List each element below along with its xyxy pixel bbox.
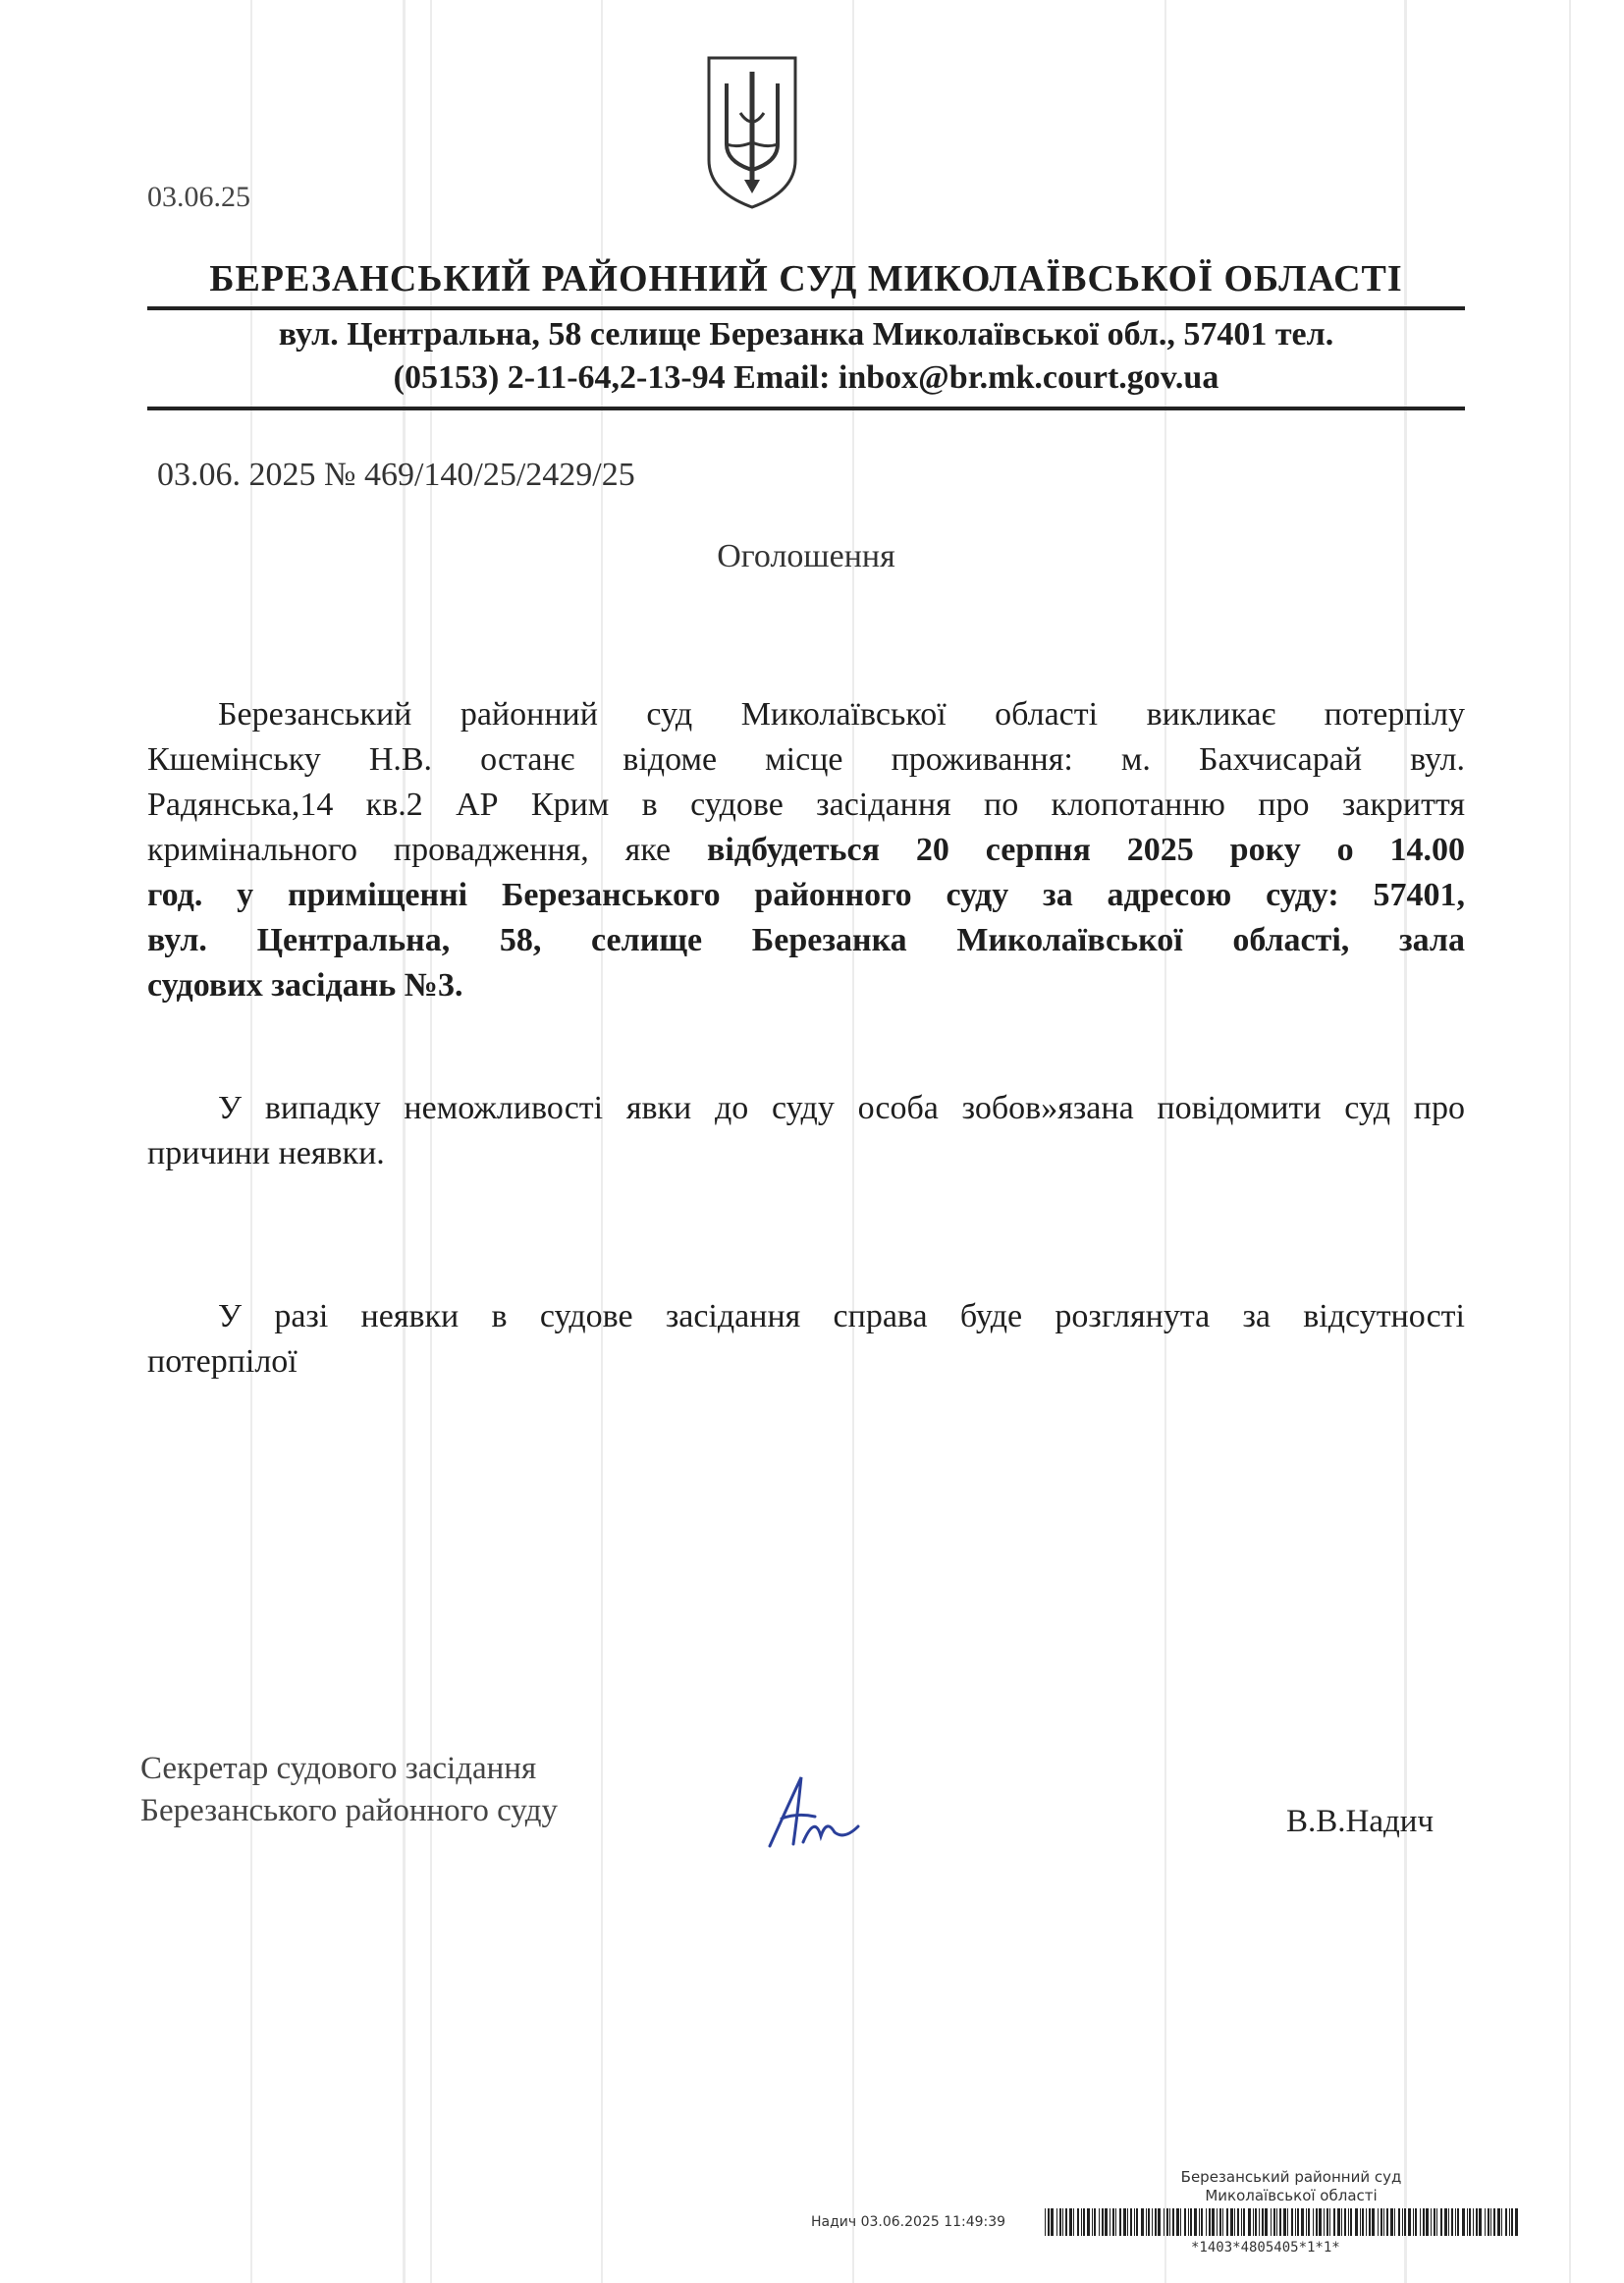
text-line: Березанський районний суд Миколаївської області викликає потерпілу xyxy=(218,696,1465,733)
barcode-bar xyxy=(1194,2208,1197,2236)
document-barcode xyxy=(1045,2208,1522,2236)
barcode-bar xyxy=(1271,2208,1272,2236)
barcode-bar xyxy=(1265,2208,1268,2236)
barcode-bar xyxy=(1448,2208,1449,2236)
barcode-bar xyxy=(1436,2208,1437,2236)
barcode-bar xyxy=(1444,2208,1447,2236)
barcode-bar xyxy=(1188,2208,1189,2236)
barcode-bar xyxy=(1105,2208,1108,2236)
barcode-bar xyxy=(1511,2208,1513,2236)
barcode-bar xyxy=(1390,2208,1393,2236)
barcode-bar xyxy=(1431,2208,1432,2236)
barcode-bar xyxy=(1056,2208,1057,2236)
barcode-bar xyxy=(1248,2208,1251,2236)
text-line: причини неявки. xyxy=(147,1135,385,1171)
barcode-bar xyxy=(1457,2208,1459,2236)
barcode-bar xyxy=(1102,2208,1104,2236)
barcode-bar xyxy=(1217,2208,1218,2236)
barcode-bar xyxy=(1206,2208,1207,2236)
barcode-bar xyxy=(1051,2208,1054,2236)
text-fragment: кримінального провадження, яке xyxy=(147,832,707,868)
barcode-bar xyxy=(1253,2208,1254,2236)
barcode-bar xyxy=(1366,2208,1367,2236)
barcode-bar xyxy=(1462,2208,1465,2236)
barcode-bar xyxy=(1077,2208,1079,2236)
barcode-bar xyxy=(1455,2208,1456,2236)
court-contacts: (05153) 2-11-64,2-13-94 Email: inbox@br.mk.court.gov.ua xyxy=(393,359,1219,396)
header-rule-top xyxy=(147,306,1465,310)
barcode-bar xyxy=(1501,2208,1502,2236)
barcode-bar xyxy=(1172,2208,1174,2236)
consequence-paragraph xyxy=(147,1294,1465,1385)
text-line: У разі неявки в судове засідання справа буде розглянута за відсутності xyxy=(218,1298,1465,1334)
barcode-bar xyxy=(1134,2208,1135,2236)
barcode-bar xyxy=(1219,2208,1221,2236)
barcode-bar xyxy=(1505,2208,1507,2236)
barcode-bar xyxy=(1115,2208,1116,2236)
signatory-name: В.В.Надич xyxy=(1286,1804,1435,1839)
signatory-court: Березанського районного суду xyxy=(140,1793,559,1828)
barcode-bar xyxy=(1158,2208,1161,2236)
barcode-bar xyxy=(1319,2208,1322,2236)
barcode-bar xyxy=(1493,2208,1495,2236)
barcode-bar xyxy=(1152,2208,1153,2236)
barcode-bar xyxy=(1398,2208,1400,2236)
text-line: Кшемінську Н.В. останє відоме місце проживання: м. Бахчисарай вул. xyxy=(147,741,1465,778)
barcode-bar xyxy=(1426,2208,1429,2236)
barcode-bar xyxy=(1469,2208,1471,2236)
barcode-bar xyxy=(1062,2208,1063,2236)
text-line: потерпілої xyxy=(147,1343,298,1380)
barcode-bar xyxy=(1415,2208,1417,2236)
barcode-bar xyxy=(1262,2208,1264,2236)
barcode-bar xyxy=(1119,2208,1121,2236)
barcode-bar xyxy=(1241,2208,1242,2236)
barcode-bar xyxy=(1048,2208,1050,2236)
barcode-bar xyxy=(1476,2208,1478,2236)
barcode-bar xyxy=(1355,2208,1358,2236)
barcode-bar xyxy=(1488,2208,1489,2236)
signatory-role: Секретар судового засідання xyxy=(140,1751,537,1786)
barcode-bar xyxy=(1059,2208,1061,2236)
barcode-bar xyxy=(1199,2208,1200,2236)
barcode-bar xyxy=(1316,2208,1318,2236)
barcode-bar xyxy=(1230,2208,1233,2236)
document-title: Оголошення xyxy=(717,538,895,574)
barcode-bar xyxy=(1226,2208,1228,2236)
barcode-bar xyxy=(1467,2208,1468,2236)
barcode-bar xyxy=(1222,2208,1223,2236)
hearing-date: відбудеться 20 серпня 2025 року о 14.00 xyxy=(706,832,1465,868)
ukraine-trident-emblem-icon xyxy=(705,54,799,211)
barcode-bar xyxy=(1404,2208,1406,2236)
barcode-bar xyxy=(1329,2208,1330,2236)
barcode-bar xyxy=(1372,2208,1375,2236)
barcode-bar xyxy=(1155,2208,1157,2236)
handwritten-signature xyxy=(764,1767,862,1856)
barcode-bar xyxy=(1291,2208,1293,2236)
barcode-bar xyxy=(1094,2208,1096,2236)
barcode-bar xyxy=(1420,2208,1421,2236)
barcode-bar xyxy=(1497,2208,1500,2236)
barcode-bar xyxy=(1212,2208,1215,2236)
barcode-bar xyxy=(1176,2208,1179,2236)
barcode-bar xyxy=(1180,2208,1181,2236)
barcode-bar xyxy=(1130,2208,1132,2236)
barcode-bar xyxy=(1423,2208,1425,2236)
barcode-bar xyxy=(1324,2208,1325,2236)
barcode-bar xyxy=(1362,2208,1364,2236)
barcode-bar xyxy=(1326,2208,1328,2236)
barcode-bar xyxy=(1259,2208,1260,2236)
barcode-bar xyxy=(1380,2208,1382,2236)
barcode-bar xyxy=(1402,2208,1403,2236)
barcode-bar xyxy=(1112,2208,1114,2236)
barcode-bar xyxy=(1306,2208,1307,2236)
barcode-bar xyxy=(1386,2208,1388,2236)
court-address: вул. Центральна, 58 селище Березанка Миколаївської обл., 57401 тел. xyxy=(278,316,1334,353)
barcode-bar xyxy=(1065,2208,1067,2236)
barcode-bar xyxy=(1369,2208,1371,2236)
barcode-bar xyxy=(1473,2208,1474,2236)
barcode-bar xyxy=(1190,2208,1192,2236)
registration-number: 03.06. 2025 № 469/140/25/2429/25 xyxy=(157,457,635,493)
stamp-court-line: Березанський районний суд xyxy=(1180,2168,1402,2186)
barcode-bar xyxy=(1073,2208,1074,2236)
text-line xyxy=(147,828,1465,873)
barcode-bar xyxy=(1297,2208,1299,2236)
stamp-court-line: Миколаївської області xyxy=(1205,2187,1378,2204)
barcode-bar xyxy=(1209,2208,1211,2236)
scan-streak xyxy=(1569,0,1571,2283)
barcode-bar xyxy=(1344,2208,1346,2236)
barcode-bar xyxy=(1313,2208,1314,2236)
barcode-bar xyxy=(1295,2208,1296,2236)
barcode-bar xyxy=(1069,2208,1072,2236)
summons-paragraph xyxy=(147,692,1465,1008)
barcode-bar xyxy=(1333,2208,1335,2236)
barcode-bar xyxy=(1490,2208,1491,2236)
barcode-bar xyxy=(1087,2208,1090,2236)
barcode-bar xyxy=(1201,2208,1203,2236)
barcode-bar xyxy=(1237,2208,1239,2236)
text-line: У випадку неможливості явки до суду особа зобов»язана повідомити суд про xyxy=(218,1090,1465,1126)
barcode-bar xyxy=(1243,2208,1245,2236)
barcode-bar xyxy=(1234,2208,1235,2236)
text-line: Радянська,14 кв.2 АР Крим в судове засідання по клопотанню про закриття xyxy=(147,787,1465,823)
barcode-bar xyxy=(1276,2208,1277,2236)
barcode-bar xyxy=(1169,2208,1170,2236)
barcode-bar xyxy=(1273,2208,1275,2236)
barcode-bar xyxy=(1141,2208,1144,2236)
barcode-bar xyxy=(1092,2208,1093,2236)
margin-date: 03.06.25 xyxy=(147,181,250,213)
court-name-heading: БЕРЕЗАНСЬКИЙ РАЙОННИЙ СУД МИКОЛАЇВСЬКОЇ ОБЛАСТІ xyxy=(209,258,1403,299)
barcode-bar xyxy=(1440,2208,1442,2236)
barcode-bar xyxy=(1394,2208,1395,2236)
barcode-bar xyxy=(1341,2208,1342,2236)
barcode-bar xyxy=(1148,2208,1150,2236)
barcode-bar xyxy=(1308,2208,1310,2236)
barcode-bar xyxy=(1350,2208,1352,2236)
barcode-bar xyxy=(1301,2208,1304,2236)
text-line: год. у приміщенні Березанського районного суду за адресою суду: 57401, xyxy=(147,877,1465,913)
barcode-bar xyxy=(1509,2208,1510,2236)
barcode-bar xyxy=(1279,2208,1281,2236)
barcode-bar xyxy=(1434,2208,1435,2236)
barcode-bar xyxy=(1255,2208,1257,2236)
barcode-bar xyxy=(1287,2208,1288,2236)
text-line: вул. Центральна, 58, селище Березанка Миколаївської області, зала xyxy=(147,922,1465,958)
barcode-number: *1403*4805405*1*1* xyxy=(1191,2240,1340,2256)
stamp-author-timestamp: Надич 03.06.2025 11:49:39 xyxy=(811,2214,1006,2230)
barcode-bar xyxy=(1408,2208,1411,2236)
barcode-bar xyxy=(1413,2208,1414,2236)
barcode-bar xyxy=(1348,2208,1349,2236)
barcode-bar xyxy=(1081,2208,1082,2236)
barcode-bar xyxy=(1360,2208,1361,2236)
barcode-bar xyxy=(1337,2208,1340,2236)
barcode-bar xyxy=(1099,2208,1100,2236)
barcode-bar xyxy=(1127,2208,1128,2236)
barcode-bar xyxy=(1083,2208,1085,2236)
barcode-bar xyxy=(1166,2208,1168,2236)
barcode-bar xyxy=(1515,2208,1518,2236)
barcode-bar xyxy=(1479,2208,1482,2236)
text-line: судових засідань №3. xyxy=(147,967,463,1004)
barcode-bar xyxy=(1146,2208,1147,2236)
barcode-bar xyxy=(1485,2208,1486,2236)
barcode-bar xyxy=(1451,2208,1453,2236)
barcode-bar xyxy=(1383,2208,1384,2236)
barcode-bar xyxy=(1045,2208,1046,2236)
barcode-bar xyxy=(1378,2208,1379,2236)
barcode-bar xyxy=(1123,2208,1126,2236)
barcode-bar xyxy=(1283,2208,1286,2236)
header-rule-bottom xyxy=(147,407,1465,410)
barcode-bar xyxy=(1136,2208,1138,2236)
barcode-bar xyxy=(1184,2208,1186,2236)
absence-notice-paragraph xyxy=(147,1086,1465,1176)
